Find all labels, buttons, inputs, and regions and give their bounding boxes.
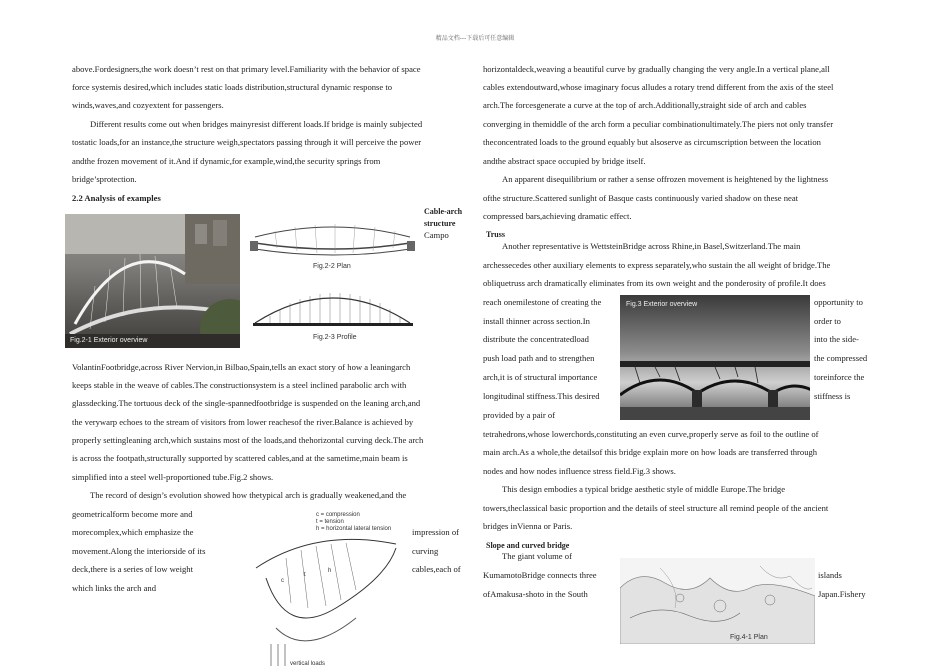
text-line: opportunity to: [814, 297, 863, 307]
text-line: keeps stable in the weave of cables.The constructionsystem is a steel inclined parabolic arch with: [72, 380, 407, 390]
diagram-label: t: [304, 572, 306, 578]
force-diagram-drawing: [246, 508, 410, 672]
side-label: Cable-arch: [424, 207, 463, 216]
text-line: This design embodies a typical bridge aesthetic style of middle Europe.The bridge: [502, 484, 786, 494]
text-line: obliquetruss arch dramatically eliminates from its own weight and the ponderosity of profile.It does: [483, 278, 826, 288]
diagram-legend: t = tension: [316, 519, 344, 525]
text-line: ofthe structure.Scattered sunlight of Basque casts continuously varied shadow on these neat: [483, 193, 799, 203]
diagram-label: h: [328, 568, 332, 574]
bridge-photo-illustration: [65, 214, 240, 348]
text-line: VolantinFootbridge,across River Nervion,in Bilbao,Spain,tells an exact story of how a leaningarch: [72, 362, 411, 372]
text-line: nodes and how nodes influence stress field.Fig.3 shows.: [483, 466, 676, 476]
text-line: geometricalform become more and: [72, 509, 193, 519]
figure-caption: Fig.2-3 Profile: [313, 334, 357, 341]
section-heading: 2.2 Analysis of examples: [72, 193, 161, 203]
text-line: longitudinal stiffness.This desired: [483, 391, 600, 401]
text-line: andthe abstract space occupied by bridge itself.: [483, 156, 646, 166]
text-line: islands: [818, 570, 842, 580]
side-label: structure: [424, 219, 456, 228]
diagram-label: vertical loads: [290, 661, 326, 667]
text-line: The record of design’s evolution showed how thetypical arch is gradually weakened,and the: [90, 490, 407, 500]
text-line: cables extendoutward,whose imaginary focus alludes a rotary trend different from the axis of the steel: [483, 82, 834, 92]
text-line: impression of: [412, 527, 460, 537]
fig-2-3-profile: [245, 281, 420, 346]
text-line: Another representative is WettsteinBridge across Rhine,in Basel,Switzerland.The main: [502, 241, 801, 251]
text-line: andthe frozen movement of it.And if dynamic,for example,wind,the security springs from: [72, 156, 381, 166]
figure-caption: Fig.4-1 Plan: [730, 634, 768, 641]
text-line: toreinforce the: [814, 372, 865, 382]
figure-caption: Fig.3 Exterior overview: [626, 301, 698, 308]
section-heading: Truss: [486, 230, 505, 239]
text-line: push load path and to strengthen: [483, 353, 595, 363]
text-line: KumamotoBridge connects three: [483, 570, 597, 580]
text-line: bridges inVienna or Paris.: [483, 521, 573, 531]
island-map-drawing: [620, 558, 815, 644]
text-line: tostatic loads,for an instance,the structure weigh,spectators passing through it will perceive the power: [72, 137, 422, 147]
text-line: converging in themiddle of the arch form a peculiar combinationultimately.The piers not only transfer: [483, 119, 834, 129]
text-line: into the side-: [814, 334, 859, 344]
text-line: the verywarp echoes to the stream of visitors from lower reachesof the river.Balance is achieved by: [72, 417, 414, 427]
text-line: main arch.As a whole,the detailsof this bridge explain more on how loads are transferred through: [483, 447, 818, 457]
text-line: which links the arch and: [72, 583, 157, 593]
diagram-legend: c = compression: [316, 512, 360, 518]
text-line: above.Fordesigners,the work doesn’t rest on that primary level.Familiarity with the behavior of space: [72, 64, 421, 74]
text-line: provided by a pair of: [483, 410, 556, 420]
figure-caption: Fig.2-2 Plan: [313, 263, 351, 270]
force-diagram: [246, 508, 410, 672]
text-line: properly settingleaning arch,which sustains most of the loads,and thehorizontal curving deck.The arch: [72, 435, 424, 445]
text-line: theconcentrated loads to the ground equably but alsoserve as circumscription between the location: [483, 137, 821, 147]
text-line: deck,there is a series of low weight: [72, 564, 193, 574]
text-line: compressed bars,achieving dramatic effect.: [483, 211, 632, 221]
text-line: glassdecking.The tortuous deck of the single-spannedfootbridge is suspended on the leaning arch,and: [72, 398, 421, 408]
truss-bridge-photo: [620, 295, 810, 420]
text-line: force systemis desired,which includes static loads distribution,structural dynamic response to: [72, 82, 393, 92]
text-line: the compressed: [814, 353, 868, 363]
text-line: cables,each of: [412, 564, 461, 574]
text-line: is across the footpath,structurally supported by scattered cables,and at the sametime,main beam is: [72, 453, 408, 463]
text-line: arch.The forcesgenerate a curve at the top of arch.Additionally,straight side of arch and cables: [483, 100, 807, 110]
text-line: tetrahedrons,whose lowerchords,constituting an even curve,properly serve as foil to the outline of: [483, 429, 819, 439]
diagram-label: c: [281, 578, 284, 584]
text-line: order to: [814, 316, 841, 326]
text-line: An apparent disequilibrium or rather a sense offrozen movement is heightened by the lightness: [502, 174, 829, 184]
page-header: 精品文档---下载后可任意编辑: [435, 35, 515, 42]
text-line: simplified into a steel well-proportioned tube.Fig.2 shows.: [72, 472, 274, 482]
text-line: Japan.Fishery: [818, 589, 866, 599]
text-line: movement.Along the interiorside of its: [72, 546, 206, 556]
text-line: Different results come out when bridges mainyresist different loads.If bridge is mainly subjected: [90, 119, 423, 129]
text-line: bridge’sprotection.: [72, 174, 137, 184]
fig-2-2-plan: [245, 215, 420, 275]
text-line: The giant volume of: [502, 551, 572, 561]
text-line: morecomplex,which emphasize the: [72, 527, 194, 537]
text-line: towers,theclassical basic proportion and the details of steel structure all remind people of the ancient: [483, 503, 829, 513]
text-line: horizontaldeck,weaving a beautiful curve by gradually changing the very angle.In a vertical plane,all: [483, 64, 830, 74]
figure-caption: Fig.2-1 Exterior overview: [70, 337, 148, 344]
diagram-legend: h = horizontal lateral tension: [316, 526, 392, 532]
text-line: ofAmakusa-shoto in the South: [483, 589, 588, 599]
fig-3-photo: [620, 295, 810, 420]
text-line: reach onemilestone of creating the: [483, 297, 602, 307]
text-line: Campo: [424, 230, 449, 240]
text-line: install thinner across section.In: [483, 316, 590, 326]
text-line: stiffness is: [814, 391, 851, 401]
fig-2-1-photo: [65, 214, 240, 348]
section-heading: Slope and curved bridge: [486, 541, 570, 550]
fig-4-1-plan: [620, 558, 815, 644]
text-line: winds,waves,and cozyextent for passengers.: [72, 100, 224, 110]
text-line: archessecedes other auxiliary elements to express separately,who sustain the all weight of bridge.The: [483, 260, 831, 270]
text-line: distribute the concentratedload: [483, 334, 589, 344]
text-line: curving: [412, 546, 439, 556]
text-line: arch,it is of structural importance: [483, 372, 598, 382]
